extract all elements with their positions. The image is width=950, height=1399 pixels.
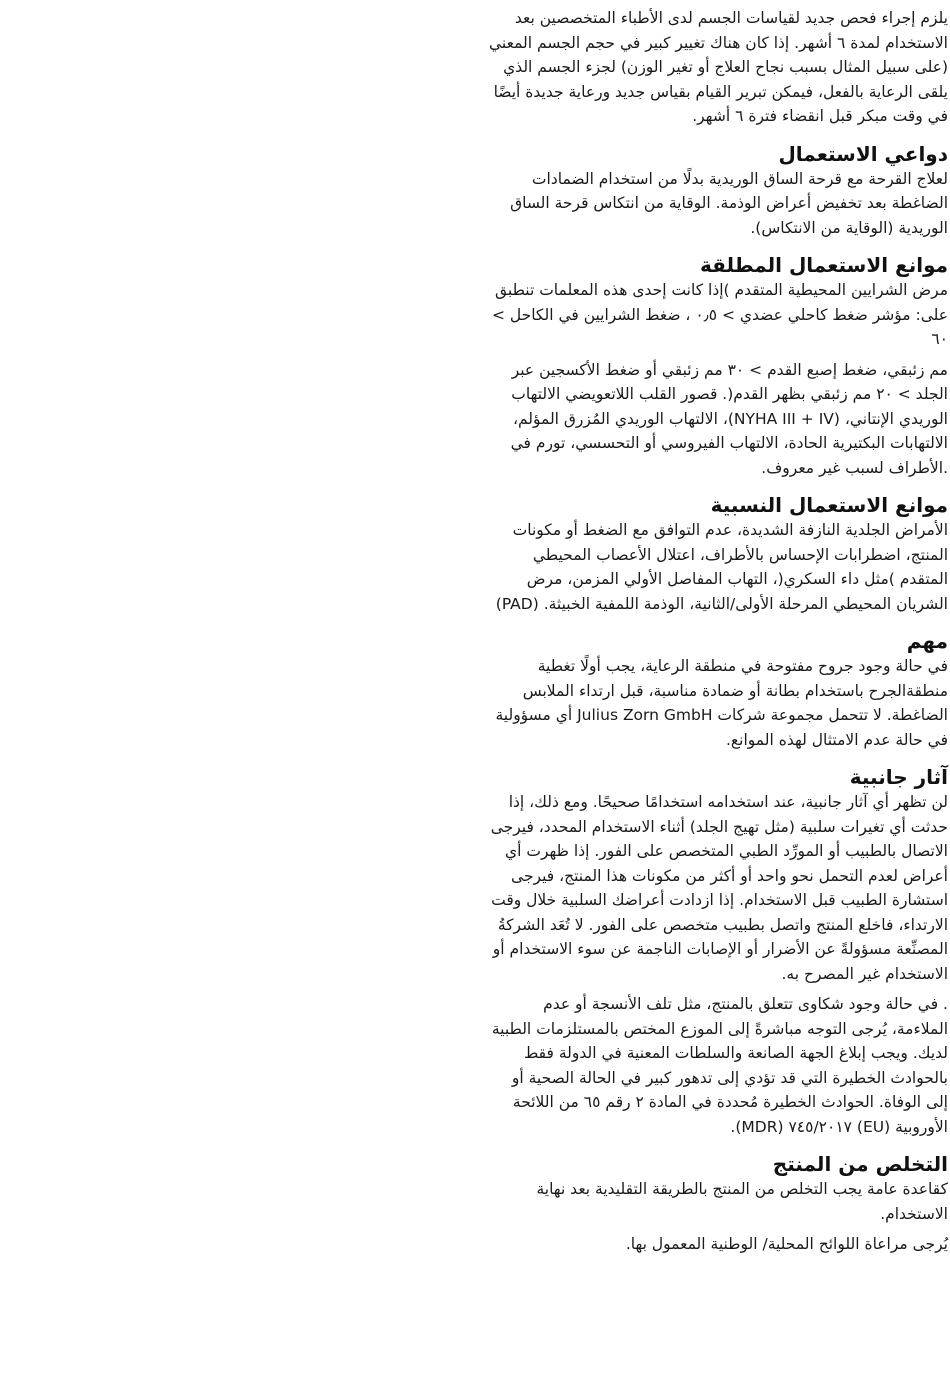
section-absolute-contraindications: [486, 252, 948, 480]
section-paragraph: لن تظهر أي آثار جانبية، عند استخدامه استخدامًا صحيحًا. ومع ذلك، إذا حدثت أي تغيرات سلبية (مثل تهيج الجلد) أثناء الاستخدام المحدد، فيرجى الاتصال بالطبيب أو المورِّد الطبي المتخصص على الفور. إذا ظهرت أي أعراض لعدم التحمل نحو واحد أو أكثر من مكونات هذا المنتج، فيرجى استشارة الطبيب قبل الاستخدام. إذا ازدادت أعراضك السلبية خلال وقت الارتداء، فاخلع المنتج واتصل بطبيب متخصص على الفور. لا تُعَد الشركةُ المصنِّعة مسؤولةً عن الأضرار أو الإصابات الناجمة عن سوء الاستخدام أو الاستخدام غير المصرح به.: [490, 793, 948, 983]
section-paragraph: لعلاج القرحة مع قرحة الساق الوريدية بدلًا من استخدام الضمادات الضاغطة بعد تخفيض أعراض الوذمة. الوقاية من انتكاس قرحة الساق الوريدية (الوقاية من الانتكاس).: [510, 169, 948, 237]
section-important: [486, 628, 948, 752]
section-paragraph: في حالة وجود جروح مفتوحة في منطقة الرعاية، يجب أولًا تغطية منطقةالجرح باستخدام بطانة أو ضمادة مناسبة، قبل ارتداء الملابس الضاغطة. لا تتحمل مجموعة شركات Julius Zorn GmbH أي مسؤولية في حالة عدم الامتثال لهذه الموانع.: [495, 657, 948, 749]
section-paragraph: . في حالة وجود شكاوى تتعلق بالمنتج، مثل تلف الأنسجة أو عدم الملاءمة، يُرجى التوجه مباشرةً إلى الموزع المختص بالمستلزمات الطبية لديك. ويجب إبلاغ الجهة الصانعة والسلطات المعنية في الدولة فقط بالحوادث الخطيرة التي قد تؤدي إلى تدهور كبير في الحالة الصحية أو إلى الوفاة. الحوادث الخطيرة مُحددة في المادة ٢ رقم ٦٥ من اللائحة الأوروبية (EU) ٧٤٥/٢٠١٧ (MDR).: [491, 995, 948, 1136]
intro-paragraph: يلزم إجراء فحص جديد لقياسات الجسم لدى الأطباء المتخصصين بعد الاستخدام لمدة ٦ أشهر. إذا كان هناك تغيير كبير في حجم الجسم المعني (على سبيل المثال بسبب نجاح العلاج أو تغير الوزن) لجزء الجسم الذي يلقى الرعاية بالفعل، فيمكن تبرير القيام بقياس جديد ورعاية جديدة أيضًا في وقت مبكر قبل انقضاء فترة ٦ أشهر.: [489, 9, 948, 125]
section-heading: التخلص من المنتج: [772, 1152, 948, 1176]
section-heading: مهم: [906, 629, 948, 653]
section-side-effects: [486, 764, 948, 1139]
section-paragraph: الأمراض الجلدية النازفة الشديدة، عدم التوافق مع الضغط أو مكونات المنتج، اضطرابات الإحساس بالأطراف، اعتلال الأعصاب المحيطي المتقدم )مثل داء السكري(، التهاب المفاصل الأولي المزمن، مرض الشريان المحيطي المرحلة الأولى/الثانية، الوذمة اللمفية الخبيثة. (PAD): [495, 521, 948, 613]
section-heading: موانع الاستعمال النسبية: [710, 493, 948, 517]
section-heading: آثار جانبية: [849, 765, 948, 789]
section-indications: [486, 141, 948, 241]
section-paragraph: يُرجى مراعاة اللوائح المحلية/ الوطنية المعمول بها.: [625, 1235, 948, 1253]
section-paragraph: كقاعدة عامة يجب التخلص من المنتج بالطريقة التقليدية بعد نهاية الاستخدام.: [536, 1180, 948, 1223]
document-page: [486, 6, 948, 1257]
section-paragraph: مرض الشرايين المحيطية المتقدم )إذا كانت إحدى هذه المعلمات تنطبق على: مؤشر ضغط كاحلي عضدي > ٠٫٥ ، ضغط الشرايين في الكاحل > ٦٠: [491, 281, 948, 348]
section-paragraph: مم زئبقي، ضغط إصبع القدم > ٣٠ مم زئبقي أو ضغط الأكسجين عبر الجلد > ٢٠ مم زئبقي بظهر القدم(. قصور القلب اللاتعويضي الالتهاب الوريدي الإنتاني، (NYHA III + IV)، الالتهاب الوريدي المُزرق المؤلم، الالتهابات البكتيرية الحادة، الالتهاب الفيروسي أو التحسسي، تورم في .الأطراف لسبب غير معروف.: [510, 360, 948, 477]
section-heading: موانع الاستعمال المطلقة: [700, 253, 948, 277]
section-heading: دواعي الاستعمال: [778, 141, 948, 166]
section-disposal: [486, 1151, 948, 1257]
section-relative-contraindications: [486, 492, 948, 616]
